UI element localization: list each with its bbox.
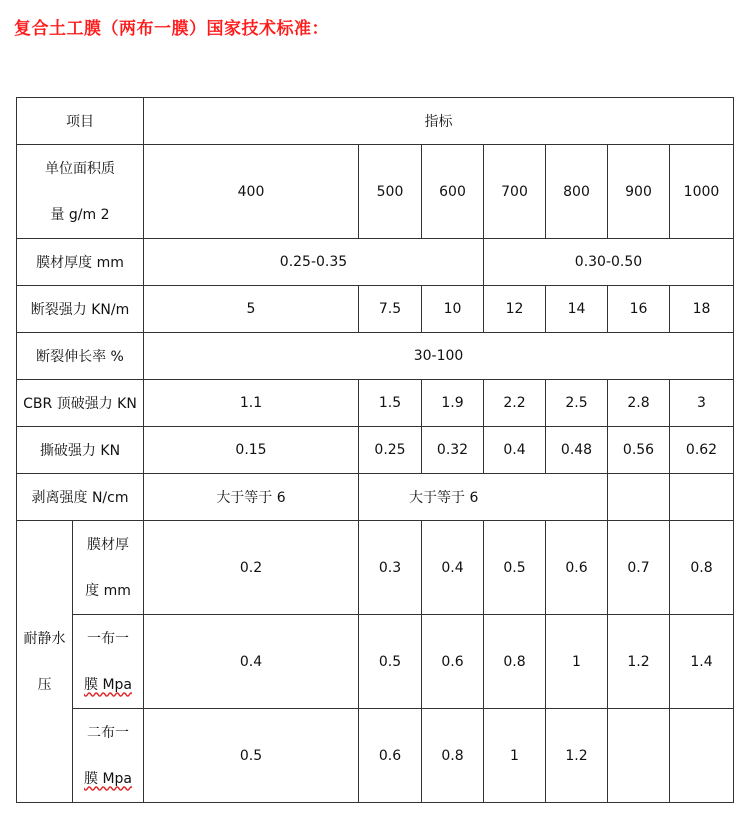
table-cell: 0.7 [608,521,670,615]
table-cell [608,474,670,521]
hydro-sub-label-line2: 膜 Mpa [84,770,132,787]
table-cell: 1.9 [422,380,484,427]
table-cell: 0.25-0.35 [144,239,484,286]
table-cell: 16 [608,286,670,333]
spec-table [16,97,734,803]
table-cell: 0.5 [484,521,546,615]
table-cell: 0.6 [422,615,484,709]
table-cell: 0.2 [144,521,359,615]
table-cell: 0.56 [608,427,670,474]
breaking-label: 断裂强力 KN/m [17,286,144,333]
hydro-sub-label-line1: 膜材厚 [87,536,129,553]
page-title: 复合土工膜（两布一膜）国家技术标准： [14,19,329,39]
mass-label [17,145,144,239]
table-cell: 0.15 [144,427,359,474]
table-cell: 5 [144,286,359,333]
table-row-tear [17,427,734,474]
table-cell: 7.5 [359,286,422,333]
table-cell: 900 [608,145,670,239]
table-cell: 0.4 [484,427,546,474]
header-indicator: 指标 [144,98,734,145]
table-cell: 1.5 [359,380,422,427]
hydro-sub-label-line1: 二布一 [87,724,129,741]
table-cell: 0.8 [422,709,484,803]
table-row-elongation [17,333,734,380]
table-cell [670,474,734,521]
table-cell [608,709,670,803]
table-cell: 18 [670,286,734,333]
hydro-label-line1: 耐静水 [23,630,66,647]
table-cell: 12 [484,286,546,333]
tear-label: 撕破强力 KN [17,427,144,474]
table-cell: 1.2 [546,709,608,803]
table-cell: 700 [484,145,546,239]
table-cell: 0.30-0.50 [484,239,734,286]
hydro-label-line2: 压 [37,676,52,693]
header-item: 项目 [17,98,144,145]
mass-label-line2: 量 g/m 2 [50,206,110,223]
table-cell: 1 [546,615,608,709]
table-cell: 600 [422,145,484,239]
table-cell: 0.8 [484,615,546,709]
table-cell: 1.1 [144,380,359,427]
table-cell: 0.5 [359,615,422,709]
hydro-sub-label-line2: 膜 Mpa [84,676,132,693]
table-cell: 2.2 [484,380,546,427]
table-cell: 14 [546,286,608,333]
table-cell: 400 [144,145,359,239]
table-cell: 0.5 [144,709,359,803]
table-cell: 0.32 [422,427,484,474]
table-cell: 2.8 [608,380,670,427]
table-row-mass [17,145,734,239]
table-cell: 500 [359,145,422,239]
thickness-label: 膜材厚度 mm [17,239,144,286]
table-cell: 1 [484,709,546,803]
hydro-sub-label [73,709,144,803]
table-cell: 1000 [670,145,734,239]
table-row-cbr [17,380,734,427]
hydro-sub-label [73,521,144,615]
table-row-breaking [17,286,734,333]
table-row-peel [17,474,734,521]
table-row-hydro-3 [17,709,734,803]
table-row-hydro-2 [17,615,734,709]
table-cell: 0.4 [144,615,359,709]
table-cell: 10 [422,286,484,333]
table-cell: 3 [670,380,734,427]
table-cell: 大于等于 6 [144,474,359,521]
table-row-thickness [17,239,734,286]
table-cell: 0.6 [359,709,422,803]
table-header-row [17,98,734,145]
hydro-sub-label [73,615,144,709]
table-cell: 0.4 [422,521,484,615]
table-cell: 0.62 [670,427,734,474]
table-cell: 0.8 [670,521,734,615]
elongation-label: 断裂伸长率 % [17,333,144,380]
peel-label: 剥离强度 N/cm [17,474,144,521]
table-cell: 0.3 [359,521,422,615]
table-cell: 0.6 [546,521,608,615]
table-cell: 2.5 [546,380,608,427]
hydro-label [17,521,73,803]
table-cell: 30-100 [144,333,734,380]
table-cell: 1.4 [670,615,734,709]
mass-label-line1: 单位面积质 [45,160,115,177]
cbr-label: CBR 顶破强力 KN [17,380,144,427]
table-cell: 大于等于 6 [359,474,608,521]
table-row-hydro-1 [17,521,734,615]
hydro-sub-label-line1: 一布一 [87,630,129,647]
table-cell [670,709,734,803]
table-cell: 0.48 [546,427,608,474]
table-cell: 800 [546,145,608,239]
hydro-sub-label-line2: 度 mm [85,582,131,599]
table-cell: 0.25 [359,427,422,474]
table-cell: 1.2 [608,615,670,709]
